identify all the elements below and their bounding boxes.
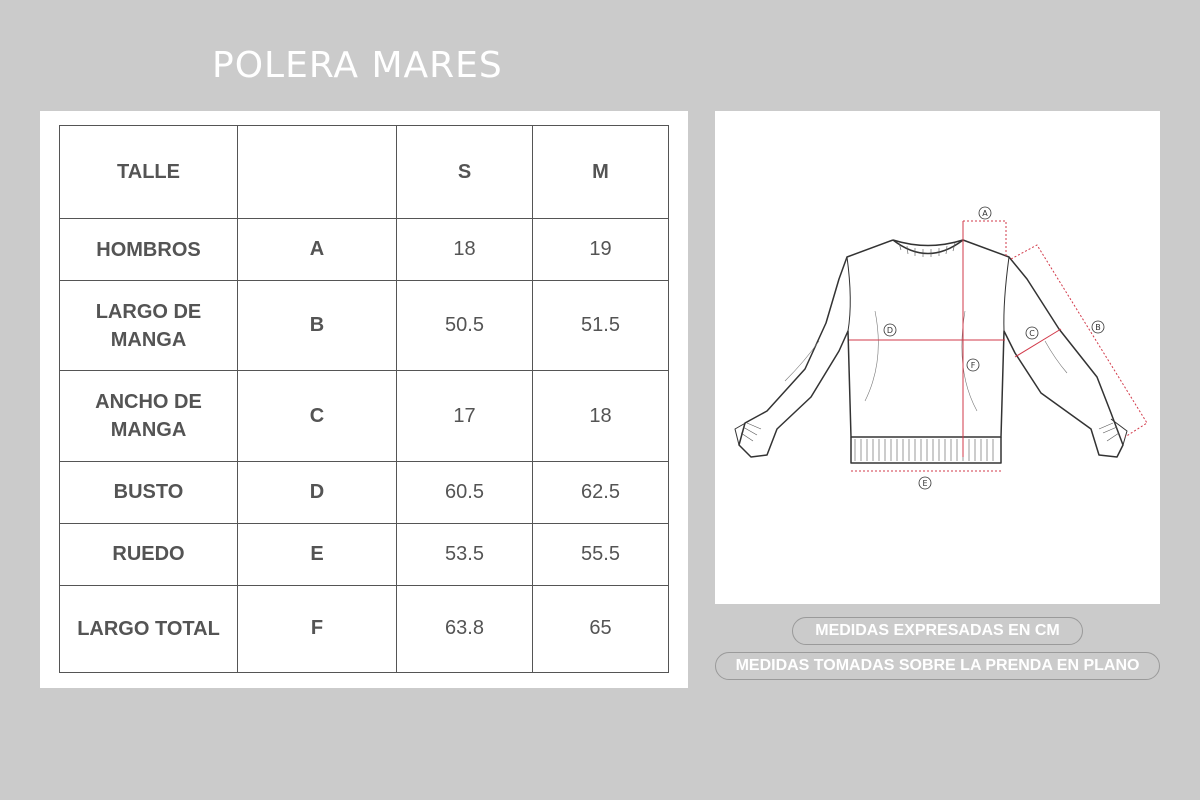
- left-armhole-seam: [847, 257, 850, 331]
- row-label: LARGO TOTAL: [60, 585, 238, 672]
- header-code: [238, 126, 397, 219]
- header-size-m: M: [533, 126, 669, 219]
- header-talle: TALLE: [60, 126, 238, 219]
- row-value-s: 60.5: [397, 461, 533, 523]
- sweater-outline: [735, 240, 1127, 463]
- svg-text:E: E: [922, 479, 928, 488]
- row-value-s: 50.5: [397, 281, 533, 371]
- row-label: [60, 371, 238, 461]
- row-code: B: [238, 281, 397, 371]
- fold-lines: [785, 311, 1067, 411]
- marker-c: [1026, 327, 1038, 339]
- row-label-text: ANCHO DE MANGA: [95, 391, 202, 441]
- row-label: HOMBROS: [60, 219, 238, 281]
- hem-band: [851, 437, 1001, 463]
- svg-text:C: C: [1029, 329, 1035, 338]
- table-row: [60, 219, 669, 281]
- row-label: RUEDO: [60, 523, 238, 585]
- row-value-m: 51.5: [533, 281, 669, 371]
- svg-text:D: D: [886, 326, 894, 335]
- rib-lines: [741, 243, 1119, 461]
- table-row: [60, 461, 669, 523]
- marker-a: [979, 207, 991, 219]
- neck-outer: [893, 240, 963, 254]
- size-table-panel: [40, 111, 688, 688]
- page-title: POLERA MARES: [212, 45, 503, 86]
- marker-e: [919, 477, 931, 489]
- garment-diagram-panel: [715, 111, 1160, 604]
- row-value-s: 63.8: [397, 585, 533, 672]
- measure-line-a: [963, 221, 1006, 257]
- row-code: F: [238, 585, 397, 672]
- size-table: [59, 125, 669, 673]
- svg-text:B: B: [1095, 323, 1101, 332]
- table-row: [60, 585, 669, 672]
- row-label-text: LARGO DE MANGA: [95, 300, 202, 351]
- row-value-s: 53.5: [397, 523, 533, 585]
- table-row: [60, 281, 669, 371]
- measurement-lines: [849, 221, 1147, 471]
- table-row: [60, 371, 669, 461]
- row-code: C: [238, 371, 397, 461]
- svg-text:A: A: [982, 209, 988, 218]
- neck-inner: [893, 240, 963, 246]
- measurement-method-note: MEDIDAS TOMADAS SOBRE LA PRENDA EN PLANO: [715, 652, 1160, 680]
- marker-b: [1092, 321, 1104, 333]
- table-header-row: [60, 126, 669, 219]
- marker-d: [884, 324, 896, 336]
- right-cuff: [1111, 419, 1127, 445]
- row-value-s: 18: [397, 219, 533, 281]
- row-value-m: 62.5: [533, 461, 669, 523]
- table-row: [60, 523, 669, 585]
- row-label: BUSTO: [60, 461, 238, 523]
- sweater-body-outline: [739, 240, 1123, 457]
- row-value-m: 55.5: [533, 523, 669, 585]
- row-label: [60, 281, 238, 371]
- row-code: E: [238, 523, 397, 585]
- row-value-m: 65: [533, 585, 669, 672]
- sweater-diagram: [715, 111, 1160, 604]
- svg-text:F: F: [970, 361, 976, 370]
- measure-line-b: [1011, 245, 1147, 437]
- right-armhole-seam: [1004, 257, 1009, 331]
- header-size-s: S: [397, 126, 533, 219]
- row-value-m: 18: [533, 371, 669, 461]
- row-value-m: 19: [533, 219, 669, 281]
- units-note: MEDIDAS EXPRESADAS EN CM: [792, 617, 1083, 645]
- row-code: D: [238, 461, 397, 523]
- marker-f: [967, 359, 979, 371]
- row-code: A: [238, 219, 397, 281]
- row-value-s: 17: [397, 371, 533, 461]
